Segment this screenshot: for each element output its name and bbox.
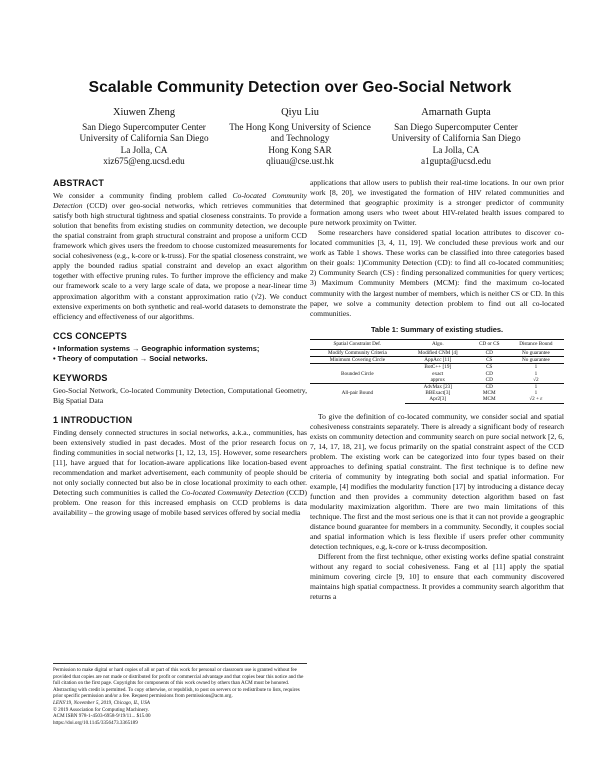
table-row: exact CD 1 bbox=[432, 370, 538, 377]
paragraph: applications that allow users to publish their real-time locations. In our own prior work [8, 20], we investigated the formation of HIV related communities and determined that geographic proximity is a stronger predictor of community formation among users who tweet about HIV-related health issues compared to pure network proximity on Twitter. bbox=[310, 178, 564, 228]
author-email: qliuau@cse.ust.hk bbox=[266, 156, 334, 167]
copyright-line: © 2019 Association for Computing Machinery. bbox=[53, 706, 150, 713]
author-affiliation: and Technology bbox=[270, 133, 330, 144]
author-affiliation: University of California San Diego bbox=[79, 133, 209, 144]
author-email: a1gupta@ucsd.edu bbox=[421, 156, 491, 167]
table-row: All-pair Bound AdvMax [23] CD 1 bbox=[310, 383, 564, 390]
table-row: Minimum Covering Circle AppAcc [11] CS No guarantee bbox=[310, 357, 564, 364]
paragraph: Different from the first technique, other existing works define spatial constraint without any regard to social cohesiveness. Fang et al [11] apply the spatial minimum covering circle [9, 10] to ensure that each community discovered maintains high spatial compactness. It provides a community search algorithm that returns a bbox=[310, 552, 564, 602]
table-header: CD or CS bbox=[471, 339, 508, 349]
author-block-3 bbox=[370, 107, 542, 168]
intro-text: Finding densely connected structures in social networks, a.k.a., communities, has been extensively studied in past decades. Most of the prior research focus on finding communities in social networks [1, 12, 13, 15]. However, some researchers [11], have argued that for location-aware applications like location-based event recommendation and market advertisement, each community of people should be not only socially connected but also be in close locational proximity to each other. Detecting such communities is called the Co-located Community Detection (CCD) problem. One reason for this increased emphasis on CCD problems is data availability – the growing usage of mobile based services offered by social media bbox=[53, 427, 307, 518]
author-affiliation: San Diego Supercomputer Center bbox=[82, 121, 206, 132]
author-email: xiz675@eng.ucsd.edu bbox=[103, 156, 185, 167]
permission-notice bbox=[53, 663, 307, 726]
author-affiliation: University of California San Diego bbox=[391, 133, 521, 144]
keywords-heading: KEYWORDS bbox=[53, 372, 108, 383]
author-name: Qiyu Liu bbox=[281, 107, 319, 118]
ccs-heading: CCS CONCEPTS bbox=[53, 330, 127, 341]
table-header: Algo. bbox=[405, 339, 471, 349]
author-location: Hong Kong SAR bbox=[268, 144, 332, 155]
author-affiliation: The Hong Kong University of Science bbox=[229, 121, 371, 132]
summary-table bbox=[310, 339, 564, 404]
abstract-text: We consider a community finding problem called Co-located Community Detection (CCD) over geo-social networks, which retrieves communities that satisfy both high structural tightness and spatial closeness constraints. To provide a solution that benefits from existing studies on community detection, we decouple the spatial constraint from graph structural constraint and propose a uniform CCD framework which gives users the freedom to choose customized measurements for social cohesiveness (e.g., k-core or k-truss). For the spatial closeness constraint, we apply the bounded radius spatial constraint and develop an exact algorithm together with effective pruning rules. To further improve the efficiency and make our framework scale to a very large scale of data, we propose a near-linear time approximation algorithm with a constant approximation ratio (√2). We conduct extensive experiments on both synthetic and real-world datasets to demonstrate the efficiency and effectiveness of our algorithms. bbox=[53, 191, 308, 321]
abstract-heading: ABSTRACT bbox=[53, 178, 105, 188]
keywords-text: Geo-Social Network, Co-located Community Detection, Computational Geometry, Big Spatial Data bbox=[53, 385, 307, 405]
left-column bbox=[53, 178, 307, 518]
ccs-item: • Theory of computation → Social networks. bbox=[53, 353, 208, 363]
ccs-concepts bbox=[53, 344, 307, 364]
table-row: Modify Community Criteria Modified CNM [4] CD No guarantee bbox=[327, 349, 550, 356]
table-row: Bounded Circle BotC++ [19] CS 1 bbox=[310, 364, 564, 371]
table-row: approx CD √2 bbox=[430, 376, 539, 383]
ccs-item: • Information systems → Geographic information systems; bbox=[53, 343, 260, 353]
table-row: Apr2[3] MCM √2 + ε bbox=[310, 396, 564, 403]
doi-link[interactable]: https://doi.org/10.1145/3356473.3365189 bbox=[53, 719, 138, 726]
author-affiliation: San Diego Supercomputer Center bbox=[394, 121, 518, 132]
author-location: La Jolla, CA bbox=[120, 144, 168, 155]
table-header: Spatial Constraint Def. bbox=[310, 339, 405, 349]
permission-text: Permission to make digital or hard copies of all or part of this work for personal or classroom use is granted without fee provided that copies are not made or distributed for profit or commercial advantage and that copies bear this notice and the full citation on the first page. Copyrights for components of this work owned by others than ACM must be honored. Abstracting with credit is permitted. To copy otherwise, or republish, to post on servers or to redistribute to lists, requires prior specific permission and/or a fee. Request permissions from permissions@acm.org. bbox=[53, 667, 304, 700]
author-name: Xiuwen Zheng bbox=[112, 107, 176, 118]
venue-line: LENS'19, November 5, 2019, Chicago, IL, USA bbox=[53, 699, 150, 706]
author-location: La Jolla, CA bbox=[432, 144, 480, 155]
paragraph: Some researchers have considered spatial location attributes to discover co-located communities [3, 4, 11, 19]. We concluded these previous work and our work as Table 1 shows. These works can be classified into three categories based on their goals: 1)Community Detection (CD): to find all co-located communities; 2) Community Search (CS) : finding personalized communities for query vertices; 3) Maximum Community Members (MCM): find the maximum co-located community with the largest number of members, which is neither CS or CD. In this paper, we solve a community detection problem to find out all co-located communities. bbox=[310, 228, 564, 318]
table-row: BBExact[3] MCM 1 bbox=[425, 390, 538, 397]
table-header: Distance Bound bbox=[508, 339, 564, 349]
paper-title: Scalable Community Detection over Geo-Social Network bbox=[88, 79, 512, 96]
paragraph: To give the definition of co-located community, we consider social and spatial cohesiveness constraints separately. There is already a significant body of research exists on community detection and community search on pure social network [2, 6, 7, 14, 17, 18, 21], we focus primarily on the spatial constraint aspect of the CCD problem. The existing work can be categorized into four types based on their approaches to defining spatial constraint. The first technique is to define new criteria of community by integrating both social and spatial information. For example, [4] modifies the modularity function [17] by introducing a distance decay function and then provides a community detection algorithm based on fast modularity maximization algorithm. There are two main limitations of this technique. The first and the most serious one is that it can not provide a geographic distance bound guarantee for members in a community. Secondly, it couples social and spatial information which is less flexible if users prefer other community detection techniques, e.g, k-core or k-truss decomposition. bbox=[310, 411, 564, 552]
right-column bbox=[310, 178, 564, 602]
table-caption: Table 1: Summary of existing studies. bbox=[370, 324, 504, 334]
author-name: Amarnath Gupta bbox=[421, 107, 491, 118]
author-block-2 bbox=[214, 107, 386, 168]
author-block-1 bbox=[58, 107, 230, 168]
isbn-line: ACM ISBN 978-1-4503-6958-9/19/11... $15.00 bbox=[53, 713, 151, 720]
intro-heading: 1 INTRODUCTION bbox=[53, 414, 133, 425]
